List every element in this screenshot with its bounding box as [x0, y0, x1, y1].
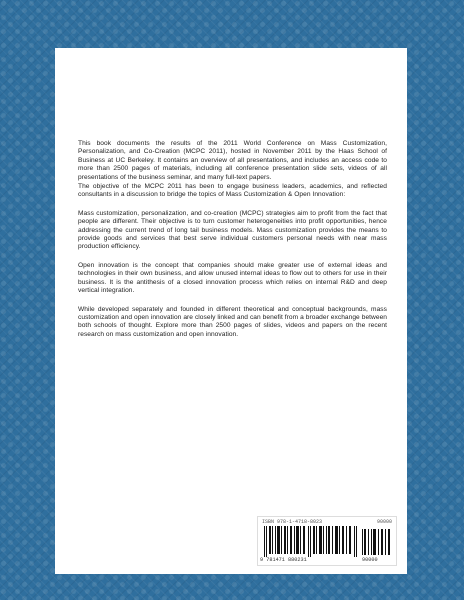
barcode-digits: 9 781471 880231: [260, 557, 307, 563]
price-code: 90000: [376, 519, 392, 525]
barcode-addon-bars-icon: [362, 529, 392, 555]
text-panel: [55, 48, 407, 574]
barcode-bars-icon: [264, 526, 358, 557]
barcode: [257, 516, 397, 566]
barcode-addon-digits: 90000: [362, 557, 378, 563]
isbn-label: ISBN 978-1-4718-8023: [262, 519, 323, 525]
paragraph-intro: This book documents the results of the 2011 World Conference on Mass Customization, Personalization, and Co-Creation (MCPC 2011), hosted in November 2011 by the Haas School of Business at UC Berkeley. It contains an overview of all presentations, and includes an access code to more than 2500 pages of materials, including all conference presentation slide sets, videos of all presentations of the business seminar, and many full-text papers.: [78, 140, 387, 181]
paragraph-objective: The objective of the MCPC 2011 has been to engage business leaders, academics, and reflected consultants in a discussion to bridge the topics of Mass Customization & Open Innovation:: [78, 183, 387, 199]
paragraph-open-innovation: Open innovation is the concept that companies should make greater use of external ideas and technologies in their own business, and allow unused internal ideas to flow out to others for use in their business. It is the antithesis of a closed innovation process which relies on internal R&D and deep vertical integration.: [78, 261, 387, 295]
paragraph-mass-customization: Mass customization, personalization, and co-creation (MCPC) strategies aim to profit from the fact that people are different. Their objective is to turn customer heterogeneities into profit opportunities, hence addressing the current trend of long tail business models. Mass customization provides the means to provide goods and services that best serve individual customers personal needs with near mass production efficiency.: [78, 209, 387, 251]
paragraph-conclusion: While developed separately and founded in different theoretical and conceptual backgrounds, mass customization and open innovation are closely linked and can benefit from a broader exchange between both schools of thought. Explore more than 2500 pages of slides, videos and papers on the recent research on mass customization and open innovation.: [78, 305, 387, 338]
